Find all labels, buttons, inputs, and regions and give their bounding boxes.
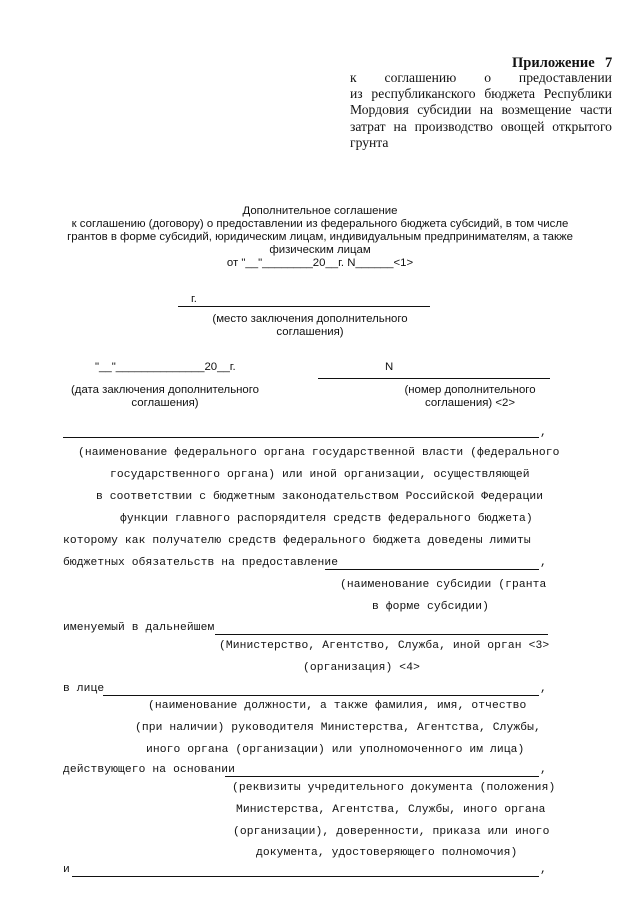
place-caption-1: (место заключения дополнительного (212, 313, 408, 325)
document-subtitle-line-1: к соглашению (договору) о предоставлении из федерального бюджета субсидий, в том числе (71, 218, 569, 230)
acting-label: действующего на основании (63, 764, 235, 776)
appendix-word: овощей (500, 118, 545, 134)
appendix-word: субсидии (417, 102, 472, 118)
position-caption-3: иного органа (организации) или уполномоченного им лица) (146, 744, 525, 756)
appendix-word: Мордовия (350, 102, 409, 118)
place-caption-2: соглашения) (276, 326, 344, 338)
basis-caption-4: документа, удостоверяющего полномочия) (256, 847, 518, 859)
document-date-number: от "__"________20__г. N______<1> (226, 257, 414, 269)
appendix-line-1 (350, 70, 612, 86)
basis-caption-3: (организации), доверенности, приказа или иного (233, 826, 550, 838)
comma: , (540, 764, 547, 776)
number-caption-1: (номер дополнительного (404, 384, 536, 396)
appendix-word: части (579, 102, 612, 118)
organ-caption-3: в соответствии с бюджетным законодательством Российской Федерации (96, 491, 544, 503)
appendix-word: соглашению (384, 70, 457, 85)
basis-caption-1: (реквизиты учредительного документа (положения) (232, 782, 556, 794)
subsidy-caption-1: (наименование субсидии (гранта (340, 579, 547, 591)
in-person-label: в лице (63, 683, 105, 695)
ministry-caption-1: (Министерство, Агентство, Служба, иной орган <3> (219, 640, 550, 652)
document-title: Дополнительное соглашение (242, 205, 398, 217)
appendix-line-5: грунта (350, 134, 389, 150)
place-prefix: г. (191, 293, 197, 305)
appendix-number: 7 (605, 55, 613, 71)
organ-input-line[interactable] (63, 437, 539, 438)
appendix-line-3 (350, 102, 612, 118)
document-subtitle-line-3: физическим лицам (269, 244, 371, 256)
appendix-word: открытого (552, 118, 612, 134)
document-subtitle-line-2: грантов в форме субсидий, юридическим лицам, индивидуальным предпринимателям, а также (67, 231, 573, 243)
subsidy-caption-2: в форме субсидии) (372, 601, 489, 613)
place-input-line[interactable] (178, 306, 430, 307)
appendix-line-2 (350, 86, 612, 102)
appendix-word: к (350, 70, 357, 85)
comma: , (540, 427, 547, 439)
appendix-word: о (484, 70, 491, 85)
organ-caption-2: государственного органа) или иной организации, осуществляющей (110, 469, 530, 481)
position-input-line[interactable] (103, 695, 539, 696)
hereinafter-input-line[interactable] (215, 634, 548, 635)
appendix-word: бюджета (484, 86, 536, 102)
basis-input-line[interactable] (225, 776, 539, 777)
comma: , (540, 683, 547, 695)
appendix-word: возмещение (501, 102, 572, 118)
date-caption-1: (дата заключения дополнительного (71, 384, 259, 396)
number-label: N (385, 361, 394, 373)
appendix-word: производство (414, 118, 493, 134)
ministry-caption-2: (организация) <4> (303, 662, 420, 674)
appendix-line-4 (350, 119, 612, 135)
subsidy-input-line[interactable] (325, 569, 539, 570)
appendix-word: предоставлении (518, 70, 612, 85)
appendix-word: затрат (350, 118, 386, 134)
organ-caption-4: функции главного распорядителя средств федерального бюджета) (120, 513, 533, 525)
second-party-input-line[interactable] (72, 876, 539, 877)
appendix-word: на (479, 102, 494, 118)
appendix-word: из (350, 86, 363, 102)
date-field[interactable]: "__"______________20__г. (95, 361, 236, 373)
appendix-title: Приложение (512, 55, 595, 71)
appendix-reference (350, 70, 612, 151)
appendix-word: на (393, 118, 407, 134)
limits-text-2: бюджетных обязательств на предоставление (63, 557, 339, 569)
number-caption-2: соглашения) <2> (425, 397, 515, 409)
comma: , (540, 557, 547, 569)
appendix-word: Республики (543, 86, 612, 102)
limits-text-1: которому как получателю средств федерального бюджета доведены лимиты (63, 535, 531, 547)
date-caption-2: соглашения) (131, 397, 199, 409)
comma: , (540, 864, 547, 876)
organ-caption-1: (наименование федерального органа государственной власти (федерального (78, 447, 560, 459)
hereinafter-label: именуемый в дальнейшем (63, 622, 215, 634)
position-caption-1: (наименование должности, а также фамилия, имя, отчество (148, 700, 527, 712)
position-caption-2: (при наличии) руководителя Министерства, Агентства, Службы, (135, 722, 541, 734)
number-input-line[interactable] (318, 378, 550, 379)
basis-caption-2: Министерства, Агентства, Службы, иного органа (236, 804, 546, 816)
and-label: и (63, 864, 70, 876)
appendix-word: республиканского (371, 86, 476, 102)
